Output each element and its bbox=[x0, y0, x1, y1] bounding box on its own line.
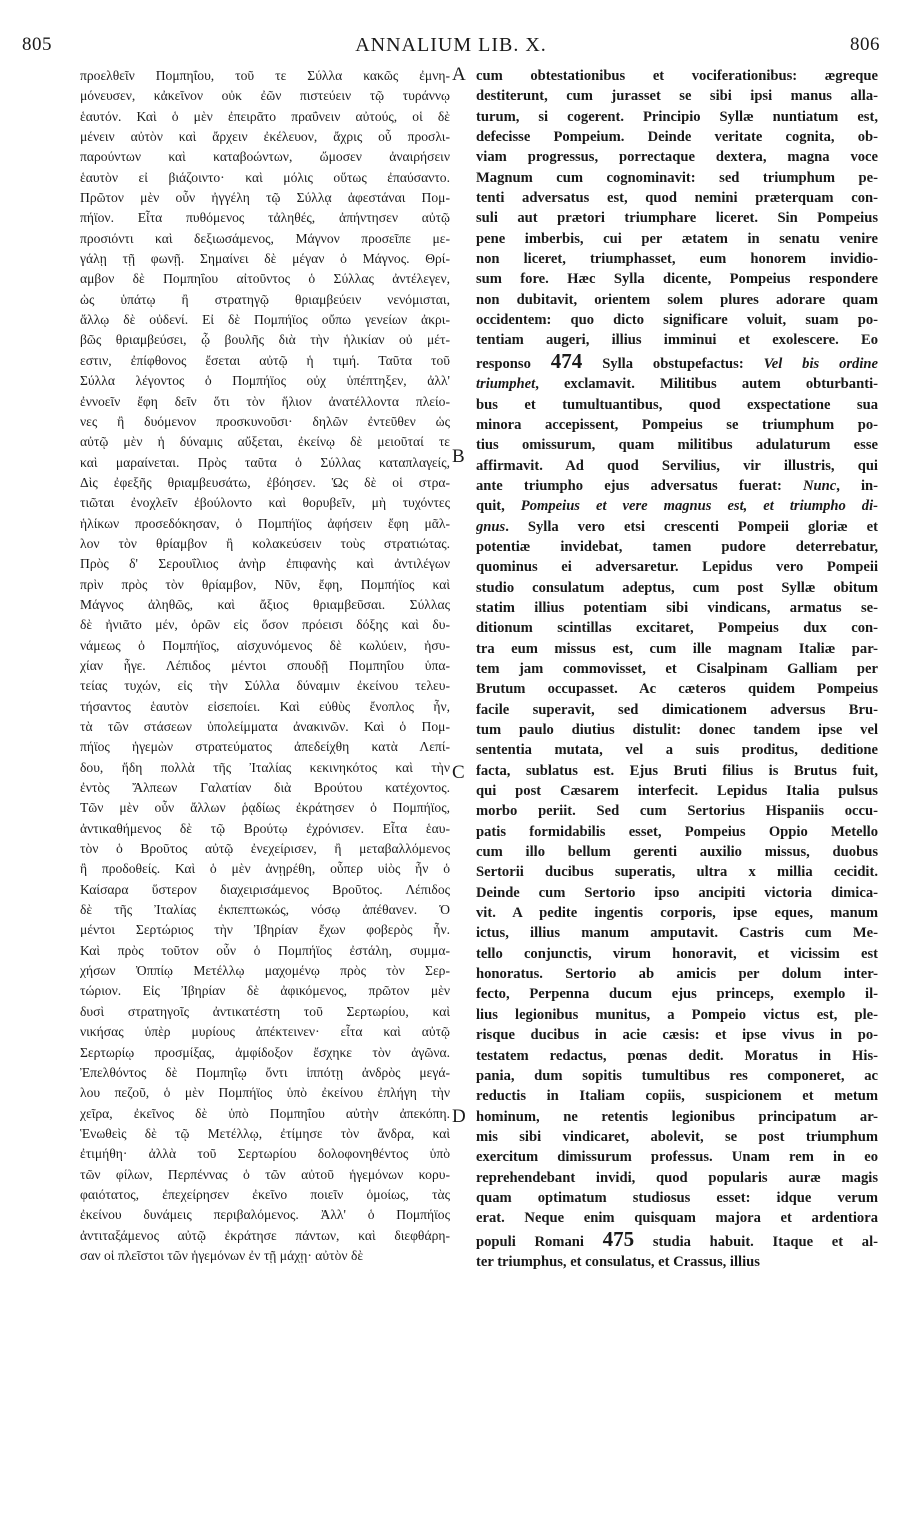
greek-text-line: χήσων Ὀππίῳ Μετέλλῳ μαχομένῳ πρὸς τὸν Σερ- bbox=[80, 963, 450, 979]
latin-text-line: lius legionibus munitus, a Pompeio victus est, ple- bbox=[476, 1006, 878, 1023]
greek-text-line: ἑαυτὸν εἰ βιάζοιντο· καὶ μόλις οὕτως ἐπαύσαντο. bbox=[80, 169, 450, 185]
greek-text-line: προελθεῖν Πομπηΐου, τοῦ τε Σύλλα κακῶς ἐμνη- bbox=[80, 68, 450, 83]
greek-text-line: Καίσαρα ὕστερον διαχειρισάμενος Βροῦτος. Λέπιδος bbox=[80, 881, 450, 897]
greek-text-line: γάλῃ τῇ φωνῇ. Σημαίνει δὲ μέγαν ὁ Μάγνος. Θρί- bbox=[80, 251, 450, 267]
latin-text-fragment: populi Romani bbox=[476, 1233, 603, 1250]
latin-text-line: tem jam commovisset, et Cisalpinam Galliam per bbox=[476, 660, 878, 677]
latin-text-line: viam progressus, porrectaque dextera, magna voce bbox=[476, 149, 878, 166]
latin-text-line: hominum, ne retentis legionibus principatum ar- bbox=[476, 1108, 878, 1125]
latin-text-line: occidentem: quo dicto significare voluit, suam po- bbox=[476, 312, 878, 329]
latin-text-line: tra eum missus est, cum ille magnam Italiæ par- bbox=[476, 640, 878, 657]
latin-text-line: morbo periit. Sed cum Sertorius Hispaniis occu- bbox=[476, 803, 878, 820]
latin-text-fragment: responso bbox=[476, 355, 551, 372]
latin-text-fragment: Nunc bbox=[802, 477, 837, 494]
latin-text-fragment: , in- bbox=[836, 477, 878, 494]
greek-text-line: ἡλίκων προσεδόκησαν, ὁ Πομπήϊος ἀφήσειν ἔφη μᾶλ- bbox=[80, 515, 450, 531]
greek-text-line: χεῖρα, ἐκεῖνος δὲ ὑπὸ Πομπηΐου αὐτὴν ἀπεκόπη. bbox=[80, 1105, 450, 1121]
greek-text-line: πήϊος ἡγεμὼν στρατεύματος ἀπεδείχθη κατὰ Λεπί- bbox=[80, 739, 450, 755]
greek-text-line: βῶς θριαμβεύσει, ᾧ βουλῆς διὰ τὴν ἡλικίαν οὐ μέτ- bbox=[80, 332, 450, 348]
latin-text-line: cum illo bellum gerenti auxilio missus, duobus bbox=[476, 844, 878, 861]
greek-text-line: δὲ ἠνιᾶτο μέν, ὁρῶν εἰς ὅσον πρόεισι δόξης καὶ δυ- bbox=[80, 617, 450, 633]
greek-text-line: λον τὸν θρίαμβον ἢ κολακεύσειν τοὺς στρατιώτας. bbox=[80, 535, 450, 551]
latin-text-line: tum paulo diutius distulit: donec tandem ipse vel bbox=[476, 722, 878, 738]
greek-text-line: ἐννοεῖν ἔφη δεῖν ὅτι τὸν ἥλιον ἀνατέλλοντα πλείο- bbox=[80, 393, 450, 409]
greek-text-line: ἑαυτόν. Καὶ ὁ μὲν ἐπειρᾶτο πραΰνειν αὐτούς, οἱ δὲ bbox=[80, 108, 450, 124]
greek-text-line: αὐτῷ μὲν ἡ δύναμις αὔξεται, ἐκείνῳ δὲ μειοῦταί τε bbox=[80, 434, 450, 450]
greek-text-line: προσιόντι καὶ δεξιωσάμενος, Μάγνον προσεῖπε με- bbox=[80, 230, 450, 246]
latin-text-line: pene imberbis, cui per ætatem in senatu venire bbox=[476, 230, 878, 247]
greek-text-line: ἐτιμήθη· ἀλλὰ τοῦ Σερτωρίου δολοφονηθέντος ὑπὸ bbox=[80, 1146, 450, 1162]
greek-text-line: καὶ μαραίνεται. Πρὸς ταῦτα ὁ Σύλλας καταπλαγείς, bbox=[80, 454, 450, 470]
greek-text-line: μόνευσεν, κἀκεῖνον οὐκ ἐῶν πιστεύειν τῷ τυράννῳ bbox=[80, 88, 450, 104]
latin-text-line: quominus ei adversaretur. Lepidus vero Pompeii bbox=[476, 559, 878, 576]
greek-text-line: λου πεζοῦ, ὁ μὲν Πομπήϊος ὑπὸ ἐκείνου ἐπλήγη τὴν bbox=[80, 1085, 450, 1101]
latin-text-line: tenti adversatus est, quod nemini præterquam con- bbox=[476, 190, 878, 207]
greek-text-line: Δὶς ἐφεξῆς θριαμβευσάτω, ἐβόησεν. Ὡς δὲ οἱ στρα- bbox=[80, 474, 450, 490]
greek-text-line: Μάγνος ἀληθῶς, καὶ ἄξιος θριαμβεῦσαι. Σύλλας bbox=[80, 596, 450, 612]
latin-text-line: tello conjunctis, virum honoravit, et vicissim est bbox=[476, 945, 878, 962]
latin-text-line: facile superavit, sed dimicationem adversus Bru- bbox=[476, 701, 878, 718]
latin-text-line: honoratus. Sertorio ab amicis per dolum inter- bbox=[476, 966, 878, 983]
greek-text-line: τείας τυχών, εἰς τὴν Σύλλα δύναμιν ἐκείνου τελευ- bbox=[80, 678, 450, 694]
latin-text-line: statim illius potentiam sibi vindicans, armatus se- bbox=[476, 599, 878, 616]
latin-text-line: tius omissurum, quam militibus adulaturum esse bbox=[476, 437, 878, 454]
latin-text-column bbox=[476, 66, 878, 1272]
latin-text-line: ter triumphus, et consulatus, et Crassus, illius bbox=[476, 1253, 760, 1270]
greek-text-column bbox=[80, 66, 450, 1266]
greek-text-line: ἀντιταξάμενος αὐτῷ ἐκράτησε πάντων, καὶ διεφθάρη- bbox=[80, 1227, 450, 1243]
latin-text-line: fecto, Perpenna ducum ejus princeps, exemplo il- bbox=[476, 986, 878, 1003]
greek-text-line: Ἑνωθεὶς δὲ τῷ Μετέλλῳ, ἐτίμησε τὸν ἄνδρα, καὶ bbox=[80, 1125, 450, 1141]
page-number-left: 805 bbox=[22, 34, 52, 55]
greek-text-line: νες ἢ δυόμενον προσκυνοῦσι· δηλῶν ἐντεῦθεν ὡς bbox=[80, 413, 450, 429]
latin-text-line: ictus, illius manum amputavit. Castris cum Me- bbox=[476, 925, 878, 942]
greek-text-line: δυσὶ στρατηγοῖς ἀντικατέστη τοῦ Σερτωρίου, καὶ bbox=[80, 1003, 450, 1019]
greek-text-line: αμβον δὲ Πομπηΐου αἰτοῦντος ὁ Σύλλας ἀντέλεγεν, bbox=[80, 271, 450, 287]
greek-text-line: τώριον. Εἰς Ἰβηρίαν δὲ ἀφικόμενος, πρῶτον μὲν bbox=[80, 983, 450, 999]
latin-text-line: suli aut prætori triumphare liceret. Sin Pompeius bbox=[476, 210, 878, 227]
greek-text-line: ἢ προδοθείς. Καὶ ὁ μὲν ἀνῃρέθη, οὗπερ υἱὸς ἦν ὁ bbox=[80, 861, 450, 877]
running-title: ANNALIUM LIB. X. bbox=[355, 34, 547, 56]
greek-text-line: ἀντικαθήμενος δὲ τῷ Βρούτῳ ἐχρόνισεν. Εἶτα ἑαυ- bbox=[80, 820, 450, 836]
greek-text-line: μένειν αὐτὸν καὶ ἄρχειν ἐκέλευον, ἄχρις οὗ προσλι- bbox=[80, 129, 450, 145]
latin-text-line: potentiæ invidebat, tamen pudore deterrebatur, bbox=[476, 538, 878, 555]
running-header bbox=[22, 34, 880, 58]
latin-text-line: qui post Cæsarem interfecit. Lepidus Italia pulsus bbox=[476, 783, 878, 800]
latin-text-line: studio consulatum adeptus, cum post Syllæ obitum bbox=[476, 579, 878, 596]
greek-text-line: εστιν, ἐπίφθονος ἔσεται αὐτῷ ἡ τιμή. Ταῦτα τοῦ bbox=[80, 352, 450, 368]
greek-text-line: τὸν ὁ Βροῦτος αὐτῷ ἐνεχείρισεν, ἢ μεταβαλλόμενος bbox=[80, 841, 450, 857]
latin-text-line: vit. A pedite ingentis corporis, ipse eques, manum bbox=[476, 905, 878, 922]
latin-text-line: Brutum occupasset. Ac cæteros quidem Pompeius bbox=[476, 681, 878, 698]
greek-text-line: φαιότατος, ἐπεχείρησεν ἐκεῖνο ποιεῖν ὁμοίως, τὰς bbox=[80, 1186, 450, 1202]
inline-page-number-475: 475 bbox=[602, 1228, 635, 1251]
greek-text-line: ἄλλῳ δὲ οὐδενί. Εἰ δὲ Πομπήϊος οὔπω γενείων ἀκρι- bbox=[80, 312, 450, 328]
latin-text-line: defecisse Pompeium. Deinde veritate cognita, ob- bbox=[476, 129, 878, 146]
latin-text-line: facta, sublatus est. Ejus Bruti filius is Brutus fuit, bbox=[476, 762, 878, 779]
greek-text-line: ἐντὸς Ἄλπεων Γαλατίαν διὰ Βρούτου κατέχοντος. bbox=[80, 780, 450, 796]
latin-text-line: tentiam augeri, illius imminui et exolescere. Eo bbox=[476, 332, 878, 349]
latin-text-fragment: gnus bbox=[476, 518, 506, 535]
section-letter-d: D bbox=[452, 1106, 466, 1127]
latin-text-line: minora accepissent, Pompeius se triumphum po- bbox=[476, 416, 878, 433]
latin-text-fragment: Vel bis ordine bbox=[763, 355, 878, 372]
latin-text-line: cum obtestationibus et vociferationibus: ægreque bbox=[476, 68, 878, 84]
latin-text-line: Deinde cum Sertorio ipso ancipiti victoria dimica- bbox=[476, 884, 878, 901]
page-number-right: 806 bbox=[850, 34, 880, 55]
latin-text-fragment: studia habuit. Itaque et al- bbox=[652, 1233, 878, 1250]
greek-text-line: σαν οἱ πλεῖστοι τῶν ἡγεμόνων ἐν τῇ μάχῃ· αὐτὸν δὲ bbox=[80, 1247, 364, 1263]
latin-text-line: risque ducibus in acie cæsis: et ipse vivus in po- bbox=[476, 1027, 878, 1044]
latin-text-line: pania, dum sopitis tumultibus res componeret, ac bbox=[476, 1067, 878, 1084]
latin-text-line: destiterunt, cum jurasset se sibi ipsi manus alla- bbox=[476, 88, 878, 105]
section-letter-c: C bbox=[452, 762, 465, 783]
latin-text-line: ditionum scintillas excitaret, Pompeius dux con- bbox=[476, 620, 878, 637]
latin-text-line: patis formidabilis esset, Pompeius Oppio Metello bbox=[476, 823, 878, 840]
greek-text-line: ἐκείνου δυνάμεις περιβαλόμενος. Ἀλλ' ὁ Πομπήϊος bbox=[80, 1207, 450, 1223]
greek-text-line: Πρὸς δ' Σερουΐλιος ἀνὴρ ἐπιφανὴς καὶ ἀντιλέγων bbox=[80, 556, 450, 572]
latin-text-line: non liceret, triumphasset, eum honorem invidio- bbox=[476, 251, 878, 268]
greek-text-line: παρούντων καὶ καταβοώντων, ὤμοσεν ἀναιρήσειν bbox=[80, 149, 450, 165]
latin-text-fragment: quit, bbox=[476, 498, 521, 515]
latin-text-line: erat. Neque enim quisquam majora et ardentiora bbox=[476, 1210, 878, 1227]
greek-text-line: τήσαντος ἑαυτὸν εἰσεποίει. Καὶ εὐθὺς ἔνοπλος ἦν, bbox=[80, 698, 450, 714]
latin-text-fragment: Pompeius et vere magnus est, et triumpho di- bbox=[520, 498, 878, 515]
latin-text-line: bus et tumultuantibus, quod exspectatione sua bbox=[476, 396, 878, 413]
section-letter-b: B bbox=[452, 446, 465, 467]
greek-text-line: δου, ἤδη πολλὰ τῆς Ἰταλίας κεκινηκότος καὶ τὴν bbox=[80, 759, 450, 775]
greek-text-line: Ἐπελθόντος δὲ Πομπηΐῳ ὄντι ἱππότῃ ἀνδρὸς μεγά- bbox=[80, 1064, 450, 1080]
latin-text-line bbox=[476, 351, 878, 374]
latin-text-line bbox=[476, 1229, 878, 1252]
latin-text-line: Magnum cum cognominavit: sed triumphum pe- bbox=[476, 169, 878, 186]
greek-text-line: μέντοι Σερτώριος τὴν Ἰβηρίαν ἔχων φοβερὸς ἦν. bbox=[80, 922, 450, 938]
greek-text-line: τῶν φίλων, Περπέννας ὁ τῶν αὐτοῦ ἡγεμόνων κορυ- bbox=[80, 1166, 450, 1182]
latin-text-line: exercitum dimissurum professus. Unam rem in eo bbox=[476, 1149, 878, 1166]
latin-text-line: turum, si cogerent. Principio Syllæ nuntiatum est, bbox=[476, 108, 878, 125]
latin-text-fragment: , exclamavit. Militibus autem obturbanti- bbox=[535, 376, 878, 393]
greek-text-line: Σερτωρίῳ προσμίξας, ἀμφίδοξον ἔσχηκε τὸν ἀγῶνα. bbox=[80, 1044, 450, 1060]
latin-text-fragment: . Sylla vero etsi crescenti Pompeii gloriæ et bbox=[505, 518, 878, 535]
latin-text-line: reprehendebant invidi, quod popularis auræ magis bbox=[476, 1169, 878, 1186]
greek-text-line: πρὶν πρὸς τὸν θρίαμβον, Νῦν, ἔφη, Πομπήϊος καὶ bbox=[80, 576, 450, 592]
latin-text-line: mis sibi vindicaret, abolevit, se post triumphum bbox=[476, 1128, 878, 1145]
latin-text-line: sum fore. Hæc Sylla dicente, Pompeius respondere bbox=[476, 271, 878, 288]
latin-text-line: non dubitavit, orientem solem plures adorare quam bbox=[476, 291, 878, 308]
latin-text-line bbox=[476, 374, 878, 394]
greek-text-line: νάμεως ὁ Πομπήϊος, αἰσχυνόμενος δὲ κωλύειν, ἡσυ- bbox=[80, 637, 450, 653]
greek-text-line: Τῶν μὲν οὖν ἄλλων ῥᾳδίως ἐκράτησεν ὁ Πομπήϊος, bbox=[80, 800, 450, 816]
latin-text-line bbox=[476, 476, 878, 496]
latin-text-line: testatem redactus, pœnas dedit. Moratus in His- bbox=[476, 1047, 878, 1064]
greek-text-line: πήϊον. Εἶτα πυθόμενος τἀληθές, ἀπήντησεν αὐτῷ bbox=[80, 210, 450, 226]
greek-text-line: Σύλλα λέγοντος ὁ Πομπήϊος οὐχ ὑπέπτηξεν, ἀλλ' bbox=[80, 373, 450, 389]
greek-text-line: τιῶται ἐνοχλεῖν ἐβούλοντο καὶ θορυβεῖν, μὴ τυχόντες bbox=[80, 495, 450, 511]
section-letter-a: A bbox=[452, 64, 466, 85]
greek-text-line: Πρῶτον μὲν οὖν ἠγγέλη τῷ Σύλλᾳ ἀφεστάναι Πομ- bbox=[80, 190, 450, 206]
latin-text-line bbox=[476, 496, 878, 516]
greek-text-line: νικήσας ὑπὲρ μυρίους ἀπέκτεινεν· εἶτα καὶ αὐτῷ bbox=[80, 1024, 450, 1040]
latin-text-line: Sertorii ducibus superatis, ultra x millia cecidit. bbox=[476, 864, 878, 881]
greek-text-line: Καὶ πρὸς τοῦτον οὖν ὁ Πομπήϊος ἐστάλη, συμμα- bbox=[80, 942, 450, 958]
latin-text-line: affirmavit. Ad quod Servilius, vir illustris, qui bbox=[476, 457, 878, 474]
latin-text-line: quam optimatum studiosus esset: idque verum bbox=[476, 1189, 878, 1206]
inline-page-number-474: 474 bbox=[550, 350, 583, 373]
latin-text-fragment: triumphet bbox=[476, 376, 536, 393]
greek-text-line: δὲ τῆς Ἰταλίας ἐκπεπτωκώς, νόσῳ ἀπέθανεν. Ὁ bbox=[80, 902, 450, 918]
latin-text-fragment: ante triumpho ejus adversatus fuerat: bbox=[476, 477, 803, 494]
latin-text-line: reductis in Italiam copiis, suspicionem et metum bbox=[476, 1088, 878, 1105]
greek-text-line: χίαν ἦγε. Λέπιδος μέντοι σπουδῇ Πομπηΐου ὑπα- bbox=[80, 657, 450, 673]
greek-text-line: τὰ τῶν στάσεων ὑπολείμματα ἀνακινῶν. Καὶ ὁ Πομ- bbox=[80, 719, 450, 734]
latin-text-fragment: Sylla obstupefactus: bbox=[602, 355, 764, 372]
latin-text-line bbox=[476, 517, 878, 537]
greek-text-line: ὡς ὑπάτῳ ἢ στρατηγῷ θριαμβεύειν νενόμισται, bbox=[80, 291, 450, 307]
latin-text-line: sententia mutata, vel a suis proditus, deditione bbox=[476, 742, 878, 759]
